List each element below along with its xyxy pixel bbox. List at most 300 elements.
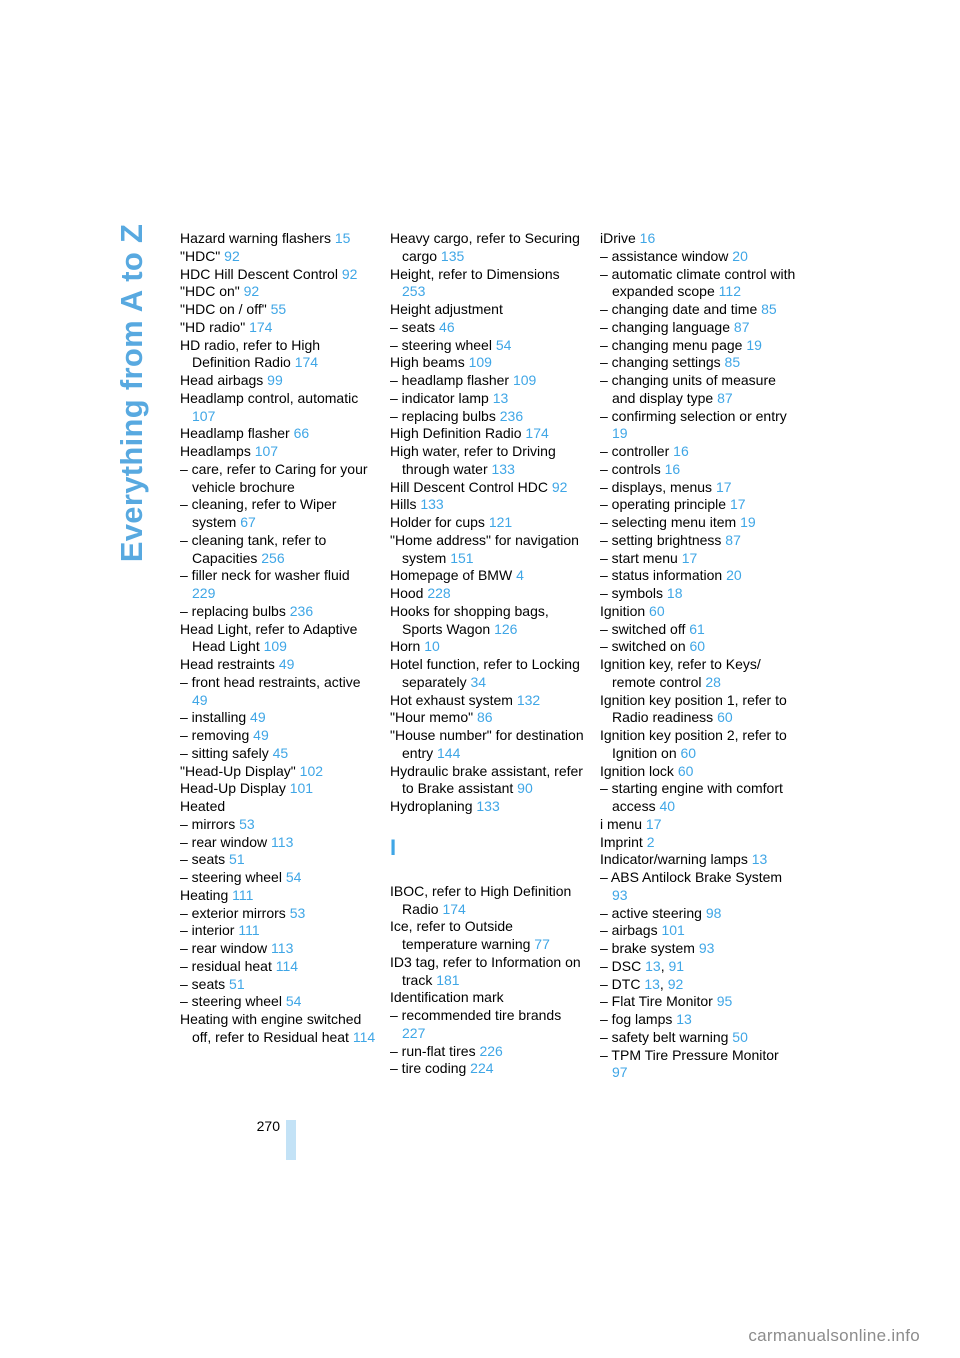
index-term: – changing language [600,318,731,335]
index-entry [600,496,796,514]
index-entry [180,425,376,443]
page-reference-link[interactable]: 144 [437,744,461,761]
index-term: – residual heat [180,957,272,974]
index-term: – filler neck for washer fluid [180,567,350,584]
page-reference-link[interactable]: 256 [261,549,285,566]
page-reference-link[interactable]: 87 [725,531,741,548]
page-reference-link[interactable]: 85 [761,301,777,317]
index-term: – DTC [600,975,641,992]
page-reference-link[interactable]: 18 [666,585,683,601]
index-term: – setting brightness [600,531,722,548]
index-term: Hill Descent Control HDC [390,478,548,495]
index-term: "HDC on / off" [180,301,267,317]
page-reference-link[interactable]: 13 [676,1011,692,1027]
page-reference-link[interactable]: 60 [649,602,665,619]
index-entry [180,727,376,745]
index-term: – run-flat tires [390,1042,476,1059]
index-term: – TPM Tire Pressure Monitor [600,1046,779,1063]
index-entry [600,834,796,852]
index-entry [180,390,376,426]
index-term: HD radio, refer to High Definition Radio [180,336,321,371]
index-term: "HDC on" [180,283,240,300]
index-term: – mirrors [180,815,236,832]
index-term: – displays, menus [600,478,713,495]
index-term: Ice, refer to Outside temperature warning [390,918,531,952]
index-entry [390,989,586,1007]
index-entry [390,709,586,727]
index-term: – steering wheel [390,336,492,353]
index-term: – cleaning, refer to Wiper system [180,496,337,530]
index-entry [600,780,796,816]
page-reference-link[interactable]: 34 [470,673,487,690]
page-reference-link[interactable]: 92 [224,247,240,264]
page-reference-link[interactable]: 236 [499,407,524,424]
page-reference-link[interactable]: 54 [285,869,302,885]
page-reference-link[interactable]: 91 [668,957,685,974]
page-reference-link[interactable]: 54 [495,336,512,353]
index-term: – rear window [180,940,268,956]
index-term: Heated [180,798,226,814]
page-reference-link[interactable]: 109 [263,638,287,655]
index-entry [600,514,796,532]
index-entry [600,567,796,585]
index-term: – seats [390,318,436,335]
page-reference-link[interactable]: 227 [402,1024,426,1041]
index-term: IBOC, refer to High Definition Radio [390,882,572,917]
page-reference-link[interactable]: 101 [661,922,685,939]
page-reference-link[interactable]: 46 [439,318,455,335]
index-entry [390,266,586,302]
page-reference-link[interactable]: 236 [289,602,314,619]
index-term: – airbags [600,922,658,939]
index-term: – selecting menu item [600,514,737,530]
page-reference-link[interactable]: 17 [645,815,662,832]
index-entry [180,621,376,657]
index-entry [390,883,586,919]
page-reference-link[interactable]: 87 [717,389,733,406]
page-reference-link[interactable]: 92 [341,265,358,282]
index-term: High Definition Radio [390,425,522,442]
index-term: – headlamp flasher [390,372,510,388]
page-reference-link[interactable]: 92 [243,283,260,300]
page-reference-link[interactable]: 133 [491,460,515,477]
index-term: – DSC [600,957,642,974]
page-reference-link[interactable]: 87 [733,318,750,335]
page-reference-link[interactable]: 113 [271,833,294,850]
index-entry [390,567,586,585]
index-entry [180,993,376,1011]
index-term: Indicator/warning lamps [600,851,748,868]
index-term: "HDC" [180,247,221,264]
page-reference-link[interactable]: 174 [294,354,319,371]
index-entry [600,656,796,692]
index-entry [180,798,376,816]
index-entry [180,834,376,852]
index-term: – brake system [600,940,695,956]
index-term: – start menu [600,549,678,566]
index-entry [390,763,586,799]
page-reference-link[interactable]: 151 [450,549,474,566]
page-reference-link[interactable]: 55 [270,301,287,317]
index-term: Hydraulic brake assistant, refer to Brake assistant [390,762,583,797]
index-entry [600,922,796,940]
index-entry [390,692,586,710]
index-entry [180,816,376,834]
index-term: Ignition key position 2, refer to Ignition on [600,727,787,761]
index-entry [390,514,586,532]
index-term: Holder for cups [390,514,485,530]
index-entry [390,798,586,816]
index-term: Hooks for shopping bags, Sports Wagon [390,602,549,637]
index-term: – seats [180,851,226,868]
page-reference-link[interactable]: 4 [516,567,524,584]
page-reference-link[interactable]: 15 [334,230,351,246]
page-reference-link[interactable]: 107 [254,443,279,459]
page-reference-link[interactable]: 17 [729,496,746,513]
page-reference-link[interactable]: 112 [718,283,741,300]
index-entry [600,248,796,266]
index-entry [600,230,796,248]
index-entry [600,603,796,621]
page-reference-link[interactable]: 20 [732,247,748,264]
index-entry [600,869,796,905]
index-term: Hotel function, refer to Locking separately [390,656,580,690]
page-reference-link[interactable]: 174 [442,900,466,917]
page-reference-link[interactable]: 53 [289,904,306,921]
index-term: High water, refer to Driving through water [390,443,556,477]
index-term: – starting engine with comfort access [600,780,783,814]
page-reference-link[interactable]: 90 [517,780,533,797]
page-reference-link[interactable]: 60 [677,762,694,779]
index-entry [180,851,376,869]
index-entry [600,851,796,869]
index-term: Hydroplaning [390,798,473,814]
page-reference-link[interactable]: 133 [476,798,500,814]
index-term: Head airbags [180,372,264,388]
index-term: – cleaning tank, refer to Capacities [180,531,327,566]
index-entry [390,425,586,443]
index-entry [390,603,586,639]
index-entry [600,692,796,728]
page-reference-link[interactable]: 49 [253,727,269,743]
page-reference-link[interactable]: 13 [751,851,768,868]
index-entry [180,656,376,674]
index-term: – indicator lamp [390,389,489,406]
page-reference-link[interactable]: 13 [644,975,660,992]
page-reference-link[interactable]: 174 [249,318,273,335]
index-entry [600,372,796,408]
page-reference-link[interactable]: 17 [681,549,698,566]
index-term: – exterior mirrors [180,904,286,921]
page-reference-link[interactable]: 181 [436,971,460,988]
index-term: HDC Hill Descent Control [180,265,338,282]
page-reference-link[interactable]: 228 [427,585,451,601]
index-term: Horn [390,638,421,655]
index-term: – changing menu page [600,336,743,353]
index-entry [390,479,586,497]
index-entry [600,532,796,550]
page-reference-link[interactable]: 121 [488,514,513,530]
page-reference-link[interactable]: 28 [705,673,721,690]
page-reference-link[interactable]: 50 [732,1028,748,1045]
page-reference-link[interactable]: 13 [645,957,661,974]
index-entry [390,354,586,372]
index-entry [600,816,796,834]
index-entry [180,496,376,532]
index-entry [600,638,796,656]
index-entry [390,585,586,603]
watermark: carmanualsonline.info [748,1326,920,1345]
index-term: Hazard warning flashers [180,230,331,246]
index-term: Ignition key, refer to Keys/ remote control [600,656,761,690]
index-entry: – DTC 13, 92 [600,975,684,992]
index-entry [180,958,376,976]
index-term: i menu [600,815,643,832]
page-reference-link[interactable]: 113 [271,940,294,956]
index-entry [390,496,586,514]
page-reference-link[interactable]: 13 [492,389,509,406]
index-term: "Home address" for navigation system [390,531,579,566]
index-entry: – DSC 13, 91 [600,957,685,974]
page-reference-link[interactable]: 229 [192,585,216,601]
index-column-2 [390,230,586,1078]
page-reference-link[interactable]: 92 [667,975,684,992]
page-reference-link[interactable]: 111 [232,886,254,903]
page-reference-link[interactable]: 132 [516,691,541,708]
index-term: Head restraints [180,656,275,672]
index-entry [180,567,376,603]
page-reference-link[interactable]: 51 [229,975,245,992]
page-reference-link[interactable]: 174 [525,425,549,442]
page-reference-link[interactable]: 17 [715,478,732,495]
index-entry [600,479,796,497]
index-entry [180,887,376,905]
index-term: – care, refer to Caring for your vehicle brochure [180,460,368,495]
page-reference-link[interactable]: 85 [724,354,741,371]
page-reference-link[interactable]: 66 [293,425,310,442]
page-reference-link[interactable]: 40 [659,798,676,814]
index-entry [180,248,376,266]
page-reference-link[interactable]: 97 [612,1064,628,1081]
page-reference-link[interactable]: 19 [612,425,628,442]
index-term: – replacing bulbs [180,602,286,619]
page-reference-link[interactable]: 95 [716,993,733,1010]
index-entry [390,918,586,954]
index-entry [390,372,586,390]
index-entry [180,905,376,923]
index-term: "Hour memo" [390,709,474,726]
page-reference-link[interactable]: 16 [673,443,689,459]
page-reference-link[interactable]: 93 [612,886,628,903]
index-term: Homepage of BMW [390,567,513,584]
page-reference-link[interactable]: 60 [680,744,697,761]
page-reference-link[interactable]: 101 [289,780,314,797]
index-term: – interior [180,922,235,939]
index-term: Ignition lock [600,762,674,779]
index-entry [180,745,376,763]
index-term: "House number" for destination entry [390,727,584,761]
index-term: – steering wheel [180,993,282,1010]
index-entry [390,319,586,337]
index-term: – symbols [600,585,664,601]
index-entry [180,283,376,301]
page-reference-link[interactable]: 98 [705,904,722,921]
page-reference-link[interactable]: 49 [192,691,208,708]
page-reference-link[interactable]: 10 [424,638,440,655]
page-reference-link[interactable]: 226 [479,1042,503,1059]
page-reference-link[interactable]: 111 [238,922,260,939]
index-term: – operating principle [600,496,727,513]
index-entry [390,1007,586,1043]
index-term: iDrive [600,230,636,246]
page-reference-link[interactable]: 49 [278,656,295,672]
index-term: Height, refer to Dimensions [390,265,560,282]
index-term: – front head restraints, active [180,673,361,690]
index-term: Heating with engine switched off, refer to Residual heat [180,1011,362,1045]
page-reference-link[interactable]: 77 [534,936,550,952]
index-entry [180,603,376,621]
index-term: – steering wheel [180,869,282,885]
index-entry [600,1047,796,1083]
index-term: – seats [180,975,226,992]
index-term: – Flat Tire Monitor [600,993,713,1010]
index-term: Headlamps [180,443,251,459]
page-reference-link[interactable]: 86 [476,709,493,726]
index-entry [180,763,376,781]
index-term: – controller [600,443,670,459]
side-title-text: Everything from A to Z [114,223,149,563]
page-reference-link[interactable]: 61 [689,620,705,637]
page-reference-link[interactable]: 19 [740,514,756,530]
page-reference-link[interactable]: 19 [746,336,762,353]
index-entry [180,337,376,373]
index-term: – rear window [180,833,268,850]
index-entry [390,1043,586,1061]
index-term: – automatic climate control with expanded scope [600,265,796,300]
page-reference-link[interactable]: 16 [639,230,656,246]
page-reference-link[interactable]: 99 [267,372,283,388]
index-entry [600,621,796,639]
page-reference-link[interactable]: 92 [551,478,568,495]
index-term: Headlamp control, automatic [180,389,359,406]
index-term: – fog lamps [600,1011,673,1027]
index-entry [180,922,376,940]
index-entry [180,1011,376,1047]
index-entry [600,940,796,958]
index-entry [600,354,796,372]
index-entry [600,727,796,763]
index-entry [600,550,796,568]
page-reference-link[interactable]: 109 [512,372,537,388]
index-entry [390,954,586,990]
index-entry [180,266,376,284]
index-entry [600,337,796,355]
index-entry [600,461,796,479]
index-term: – switched on [600,638,686,655]
index-entry [390,301,586,319]
index-term: Headlamp flasher [180,425,290,442]
page-reference-link[interactable]: 109 [468,354,492,371]
section-side-title [112,223,152,563]
page-reference-link[interactable]: 135 [440,247,465,264]
index-entry [180,443,376,461]
index-term: Heating [180,886,229,903]
index-entry [180,976,376,994]
index-term: – sitting safely [180,744,269,761]
index-term: High beams [390,354,465,371]
index-letter-heading: I [390,834,397,860]
index-entry [390,1060,586,1078]
index-entry [390,443,586,479]
index-entry [180,532,376,568]
index-term: – controls [600,460,661,477]
index-entry [390,230,586,266]
index-entry [180,674,376,710]
index-term: – safety belt warning [600,1028,729,1045]
index-term: Hot exhaust system [390,691,513,708]
index-entry [390,727,586,763]
index-term: "Head-Up Display" [180,762,296,779]
page-reference-link[interactable]: 107 [192,407,216,424]
index-entry [390,638,586,656]
page-number: 270 [256,1118,280,1134]
page-reference-link[interactable]: 224 [470,1060,494,1077]
index-entry [180,869,376,887]
index-entry [600,585,796,603]
page-reference-link[interactable]: 53 [239,815,255,832]
page-number-bar [286,1120,296,1160]
index-entry [600,905,796,923]
page-reference-link[interactable]: 54 [285,993,302,1010]
page-reference-link[interactable]: 253 [402,283,426,300]
page-reference-link[interactable]: 93 [698,940,715,956]
page-reference-link[interactable]: 67 [240,514,256,530]
page-reference-link[interactable]: 114 [275,957,299,974]
index-entry [180,319,376,337]
page-reference-link[interactable]: 16 [664,460,681,477]
index-entry [600,443,796,461]
page-reference-link[interactable]: 133 [420,496,444,513]
index-entry [600,319,796,337]
index-term: Imprint [600,833,643,850]
index-entry [600,993,796,1011]
page-reference-link[interactable]: 60 [689,638,706,655]
page-reference-link[interactable]: 20 [726,567,742,584]
page-reference-link[interactable]: 2 [646,833,655,850]
page-reference-link[interactable]: 102 [299,762,324,779]
page-reference-link[interactable]: 114 [352,1028,376,1045]
index-entry [180,780,376,798]
index-term: – replacing bulbs [390,407,496,424]
index-term: – changing units of measure and display type [600,372,776,406]
index-term: – switched off [600,620,686,637]
index-column-3 [600,230,796,1082]
index-term: ID3 tag, refer to Information on track [390,953,581,988]
page-reference-link[interactable]: 45 [272,744,289,761]
index-term: Hills [390,496,417,513]
index-entry [180,461,376,497]
page-reference-link[interactable]: 126 [494,620,518,637]
page-reference-link[interactable]: 51 [229,851,245,868]
page-reference-link[interactable]: 49 [250,709,266,726]
index-term: – installing [180,709,247,726]
page-reference-link[interactable]: 60 [717,709,733,726]
index-entry [390,408,586,426]
index-entry [600,1029,796,1047]
index-entry [600,408,796,444]
index-entry [600,763,796,781]
index-term: "HD radio" [180,318,246,335]
